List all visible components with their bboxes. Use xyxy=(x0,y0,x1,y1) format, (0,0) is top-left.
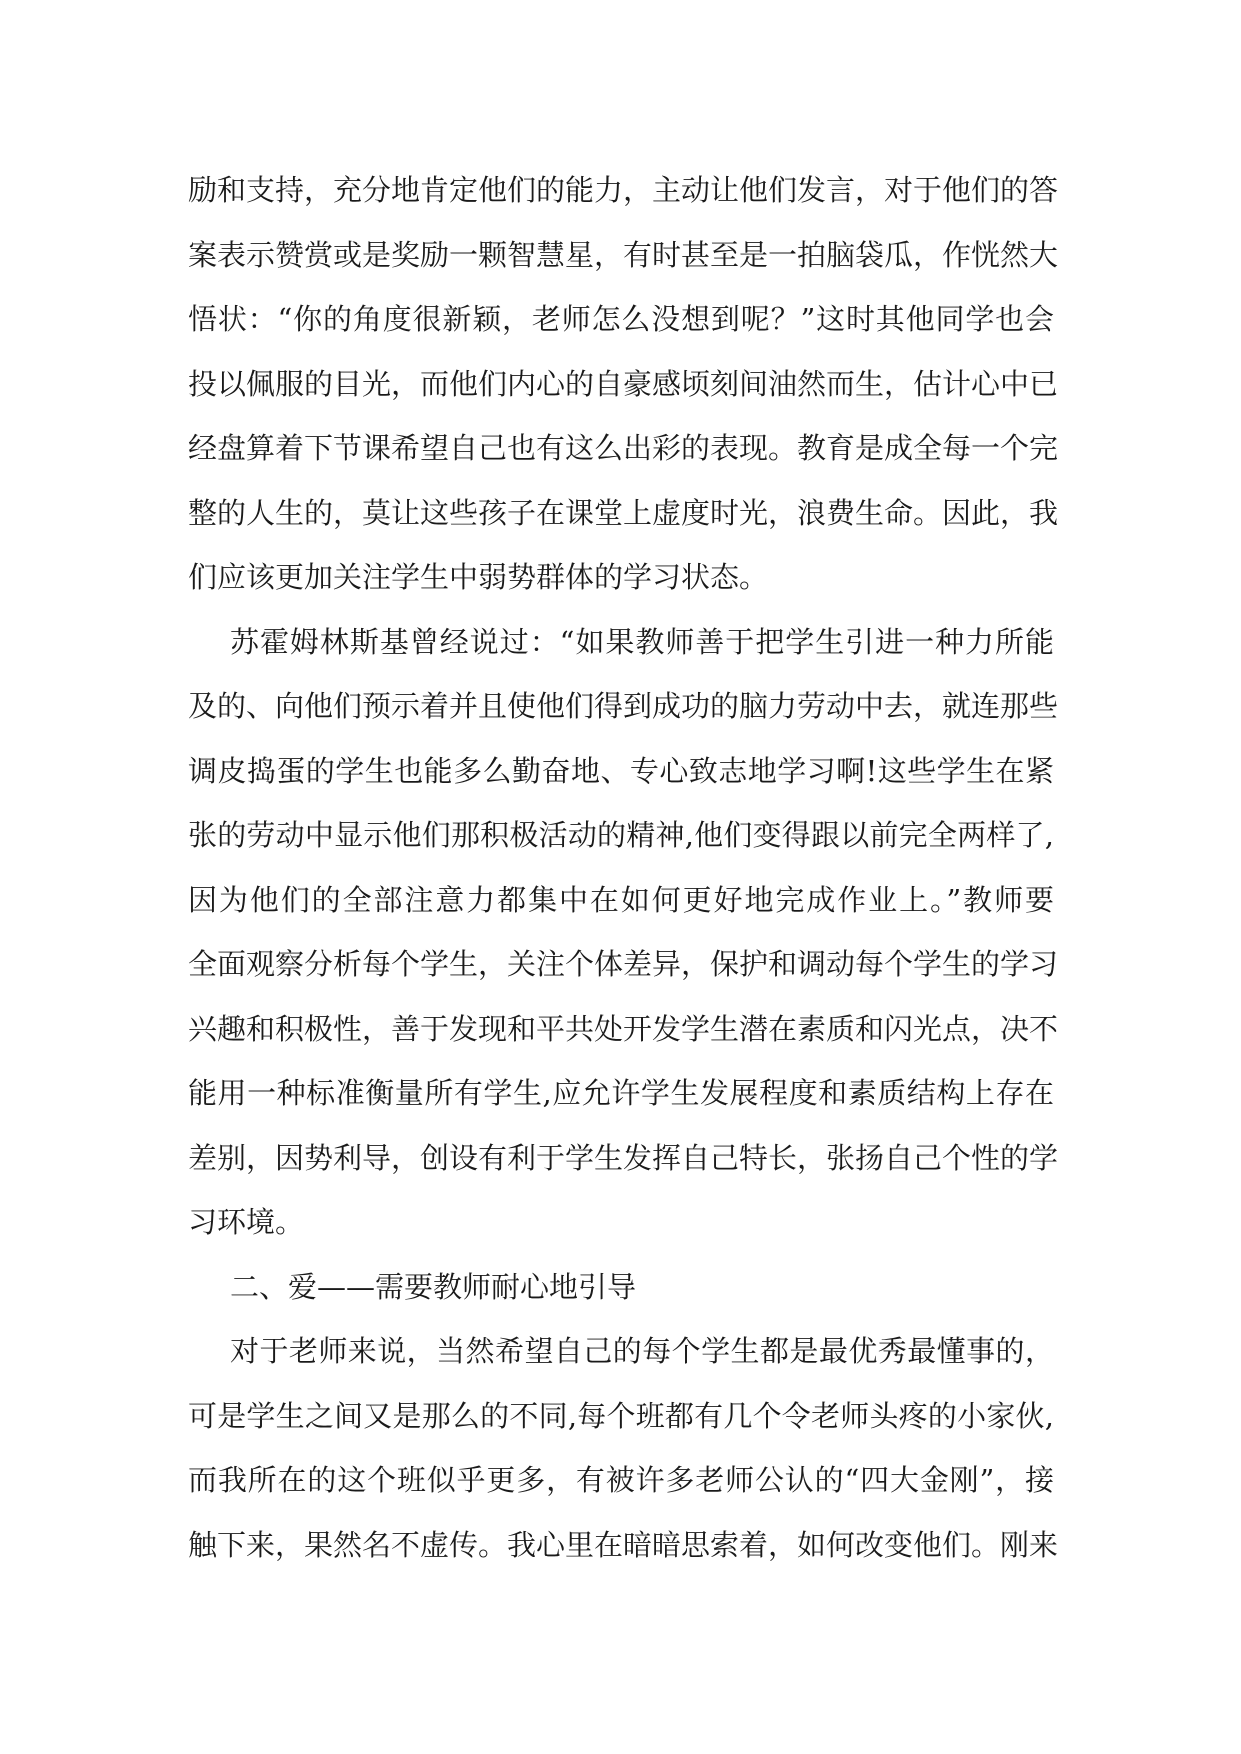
text-line: 全面观察分析每个学生，关注个体差异，保护和调动每个学生的学习 xyxy=(188,947,1059,981)
text-line: 投以佩服的目光，而他们内心的自豪感顷刻间油然而生，估计心中已 xyxy=(188,366,1059,401)
text-line: 对于老师来说，当然希望自己的每个学生都是最优秀最懂事的， xyxy=(230,1334,1054,1368)
heading-line: 二、爱——需要教师耐心地引导 xyxy=(230,1269,637,1304)
text-line: 苏霍姆林斯基曾经说过：“如果教师善于把学生引进一种力所能 xyxy=(230,624,1054,659)
section-heading xyxy=(188,1255,1054,1320)
text-line: 悟状：“你的角度很新颖，老师怎么没想到呢？”这时其他同学也会 xyxy=(188,302,1054,336)
text-line: 差别，因势利导，创设有利于学生发挥自己特长，张扬自己个性的学 xyxy=(188,1140,1059,1175)
text-line: 可是学生之间又是那么的不同,每个班都有几个令老师头疼的小家伙, xyxy=(188,1398,1054,1433)
text-line: 经盘算着下节课希望自己也有这么出彩的表现。教育是成全每一个完 xyxy=(188,431,1059,465)
text-line: 触下来，果然名不虚传。我心里在暗暗思索着，如何改变他们。刚来 xyxy=(188,1527,1059,1562)
text-line: 调皮捣蛋的学生也能多么勤奋地、专心致志地学习啊!这些学生在紧 xyxy=(188,753,1054,788)
paragraph-1 xyxy=(188,158,1059,610)
paragraph-3 xyxy=(188,1319,1059,1577)
text-line: 励和支持，充分地肯定他们的能力，主动让他们发言，对于他们的答 xyxy=(188,173,1059,207)
text-line: 及的、向他们预示着并且使他们得到成功的脑力劳动中去，就连那些 xyxy=(188,689,1059,723)
text-line: 张的劳动中显示他们那积极活动的精神,他们变得跟以前完全两样了, xyxy=(188,818,1054,852)
text-line: 而我所在的这个班似乎更多，有被许多老师公认的“四大金刚”，接 xyxy=(188,1463,1054,1497)
text-line: 们应该更加关注学生中弱势群体的学习状态。 xyxy=(188,560,769,594)
text-line: 习环境。 xyxy=(188,1205,305,1239)
document-body xyxy=(188,158,1059,1577)
text-line: 整的人生的，莫让这些孩子在课堂上虚度时光，浪费生命。因此，我 xyxy=(188,495,1059,530)
text-line: 因为他们的全部注意力都集中在如何更好地完成作业上。”教师要 xyxy=(188,882,1054,917)
text-line: 能用一种标准衡量所有学生,应允许学生发展程度和素质结构上存在 xyxy=(188,1076,1054,1110)
text-line: 案表示赞赏或是奖励一颗智慧星，有时甚至是一拍脑袋瓜，作恍然大 xyxy=(188,237,1059,272)
text-line: 兴趣和积极性，善于发现和平共处开发学生潜在素质和闪光点，决不 xyxy=(188,1011,1059,1046)
paragraph-2 xyxy=(188,610,1059,1255)
